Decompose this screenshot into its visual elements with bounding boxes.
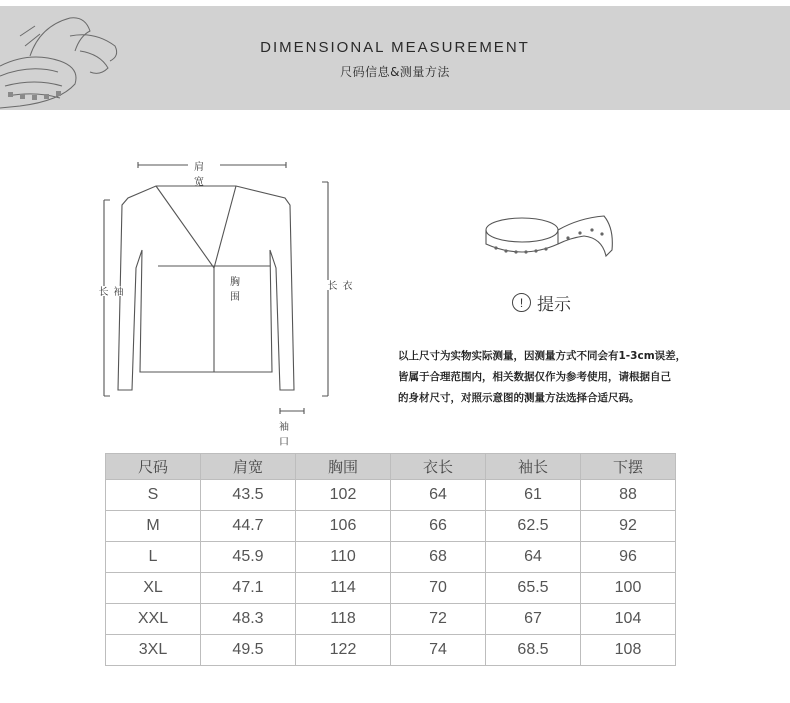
cell-shoulder: 47.1 [201, 573, 296, 604]
measurement-note [398, 346, 758, 409]
tip-label: 提示 [537, 295, 571, 315]
table-row [106, 511, 676, 542]
cell-hem: 100 [581, 573, 676, 604]
header-chest: 胸围 [296, 454, 391, 480]
cell-shoulder: 48.3 [201, 604, 296, 635]
cell-shoulder: 49.5 [201, 635, 296, 666]
length-label: 衣长 [325, 280, 351, 290]
cell-sleeve: 61 [486, 480, 581, 511]
table-row [106, 573, 676, 604]
header-sleeve: 袖长 [486, 454, 581, 480]
cell-hem: 104 [581, 604, 676, 635]
cell-shoulder: 45.9 [201, 542, 296, 573]
cell-shoulder: 43.5 [201, 480, 296, 511]
cell-hem: 92 [581, 511, 676, 542]
tape-measure-icon [484, 208, 619, 263]
cuff-label: 袖口 [279, 422, 289, 448]
cell-size: XL [106, 573, 201, 604]
table-row [106, 480, 676, 511]
cell-chest: 110 [296, 542, 391, 573]
size-table [105, 453, 676, 666]
cell-sleeve: 64 [486, 542, 581, 573]
cell-size: XXL [106, 604, 201, 635]
cell-hem: 88 [581, 480, 676, 511]
cell-sleeve: 62.5 [486, 511, 581, 542]
sleeve-label: 袖长 [96, 286, 122, 296]
cell-sleeve: 67 [486, 604, 581, 635]
cell-size: L [106, 542, 201, 573]
cell-size: S [106, 480, 201, 511]
cell-length: 74 [391, 635, 486, 666]
chest-label: 胸围 [230, 277, 240, 303]
cell-shoulder: 44.7 [201, 511, 296, 542]
cell-size: M [106, 511, 201, 542]
cell-chest: 122 [296, 635, 391, 666]
header-banner [0, 6, 790, 110]
cell-sleeve: 65.5 [486, 573, 581, 604]
exclamation-icon: ! [512, 293, 531, 312]
cell-hem: 108 [581, 635, 676, 666]
note-line-2: 皆属于合理范围内，相关数据仅作为参考使用，请根据自己 [398, 371, 671, 383]
header-length: 衣长 [391, 454, 486, 480]
shoulder-label: 肩宽 [194, 162, 204, 188]
header-shoulder: 肩宽 [201, 454, 296, 480]
header-hem: 下摆 [581, 454, 676, 480]
tip-heading [512, 290, 571, 315]
cell-length: 70 [391, 573, 486, 604]
cell-chest: 106 [296, 511, 391, 542]
table-row [106, 542, 676, 573]
cell-length: 68 [391, 542, 486, 573]
cell-chest: 118 [296, 604, 391, 635]
cell-length: 64 [391, 480, 486, 511]
page-title-cn: 尺码信息&测量方法 [340, 65, 450, 79]
cell-chest: 102 [296, 480, 391, 511]
table-row [106, 635, 676, 666]
header-size: 尺码 [106, 454, 201, 480]
cell-chest: 114 [296, 573, 391, 604]
note-line-1: 以上尺寸为实物实际测量，因测量方式不同会有1-3cm误差， [398, 350, 687, 362]
cell-sleeve: 68.5 [486, 635, 581, 666]
jacket-outline [90, 150, 350, 440]
cell-hem: 96 [581, 542, 676, 573]
table-header-row [106, 454, 676, 480]
page-title-en: DIMENSIONAL MEASUREMENT [260, 39, 530, 56]
cell-length: 72 [391, 604, 486, 635]
tape-measure-illustration [0, 6, 130, 110]
note-line-3: 的身材尺寸，对照示意图的测量方法选择合适尺码。 [398, 392, 640, 404]
cell-length: 66 [391, 511, 486, 542]
cell-size: 3XL [106, 635, 201, 666]
table-row [106, 604, 676, 635]
